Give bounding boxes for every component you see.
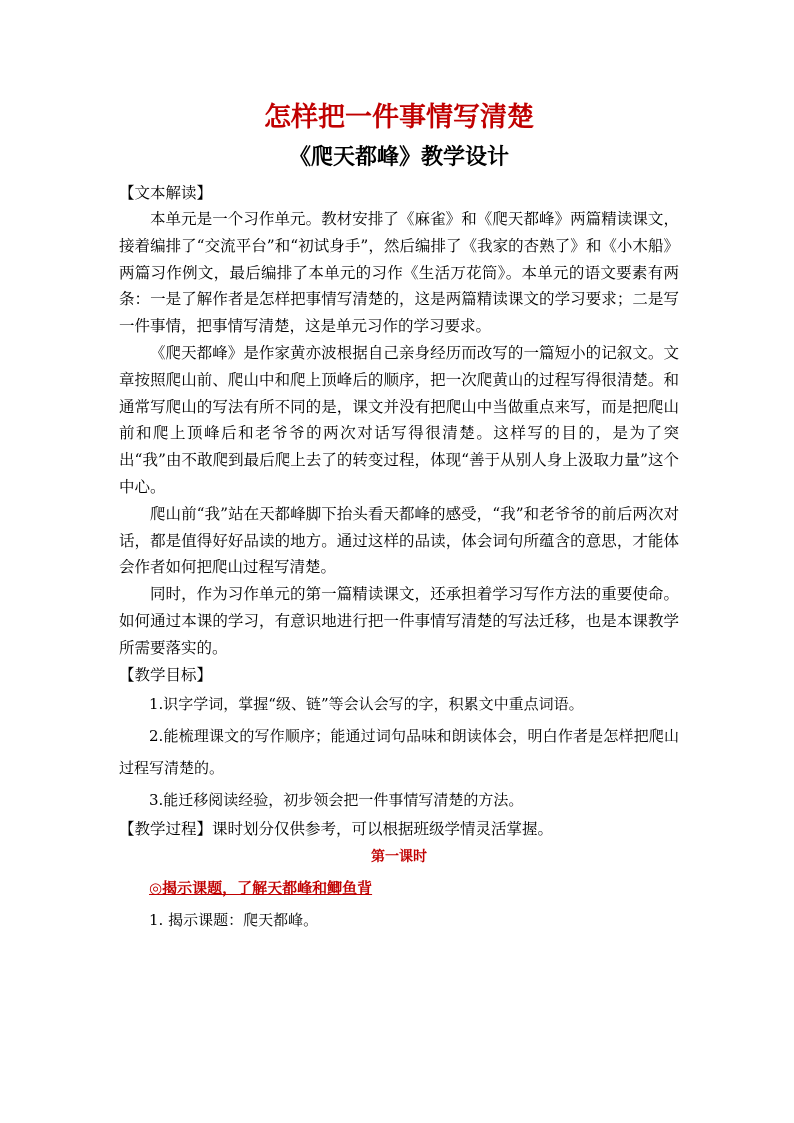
interpretation-paragraph-3: 爬山前“我”站在天都峰脚下抬头看天都峰的感受，“我”和老爷爷的前后两次对话，都是值得好好品读的地方。通过这样的品读，体会词句所蕴含的意思，才能体会作者如何把爬山过程写清楚。 [119,504,679,577]
process-step-1: 1. 揭示课题：爬天都峰。 [149,910,319,929]
teaching-goals-heading: 【教学目标】 [119,665,213,684]
section-heading: ◎揭示课题，了解天都峰和鲫鱼背 [149,878,373,897]
lesson-title: 第一课时 [371,848,427,865]
teaching-process-note: 课时划分仅供参考，可以根据班级学情灵活掌握。 [212,819,554,838]
document-content [119,100,679,936]
teaching-goal-3: 3.能迁移阅读经验，初步领会把一件事情写清楚的方法。 [149,790,524,809]
teaching-goal-1: 1.识字学词，掌握“级、链”等会认会写的字，积累文中重点词语。 [149,694,584,713]
document-subtitle: 《爬天都峰》教学设计 [288,144,509,170]
interpretation-paragraph-1: 本单元是一个习作单元。教材安排了《麻雀》和《爬天都峰》两篇精读课文，接着编排了“交流平台”和“初试身手”，然后编排了《我家的杏熟了》和《小木船》两篇习作例文，最后编排了本单元的习作《生活万花筒》。本单元的语文要素有两条：一是了解作者是怎样把事情写清楚的，这是两篇精读课文的学习要求；二是写一件事情，把事情写清楚，这是单元习作的学习要求。 [119,210,679,336]
teaching-process-heading: 【教学过程】 [119,819,213,838]
teaching-process-line [119,816,679,842]
document-title: 怎样把一件事情写清楚 [264,102,534,133]
teaching-goal-2: 2.能梳理课文的写作顺序；能通过词句品味和朗读体会，明白作者是怎样把爬山过程写清楚的。 [119,726,679,777]
interpretation-paragraph-2: 《爬天都峰》是作家黄亦波根据自己亲身经历而改写的一篇短小的记叙文。文章按照爬山前、爬山中和爬上顶峰后的顺序，把一次爬黄山的过程写得很清楚。和通常写爬山的写法有所不同的是，课文并没有把爬山中当做重点来写，而是把爬山前和爬上顶峰后和老爷爷的两次对话写得很清楚。这样写的目的，是为了突出“我”由不敢爬到最后爬上去了的转变过程，体现“善于从别人身上汲取力量”这个中心。 [119,343,679,496]
interpretation-paragraph-4: 同时，作为习作单元的第一篇精读课文，还承担着学习写作方法的重要使命。如何通过本课的学习，有意识地进行把一件事情写清楚的写法迁移，也是本课教学所需要落实的。 [119,585,679,657]
text-interpretation-heading: 【文本解读】 [119,184,213,202]
